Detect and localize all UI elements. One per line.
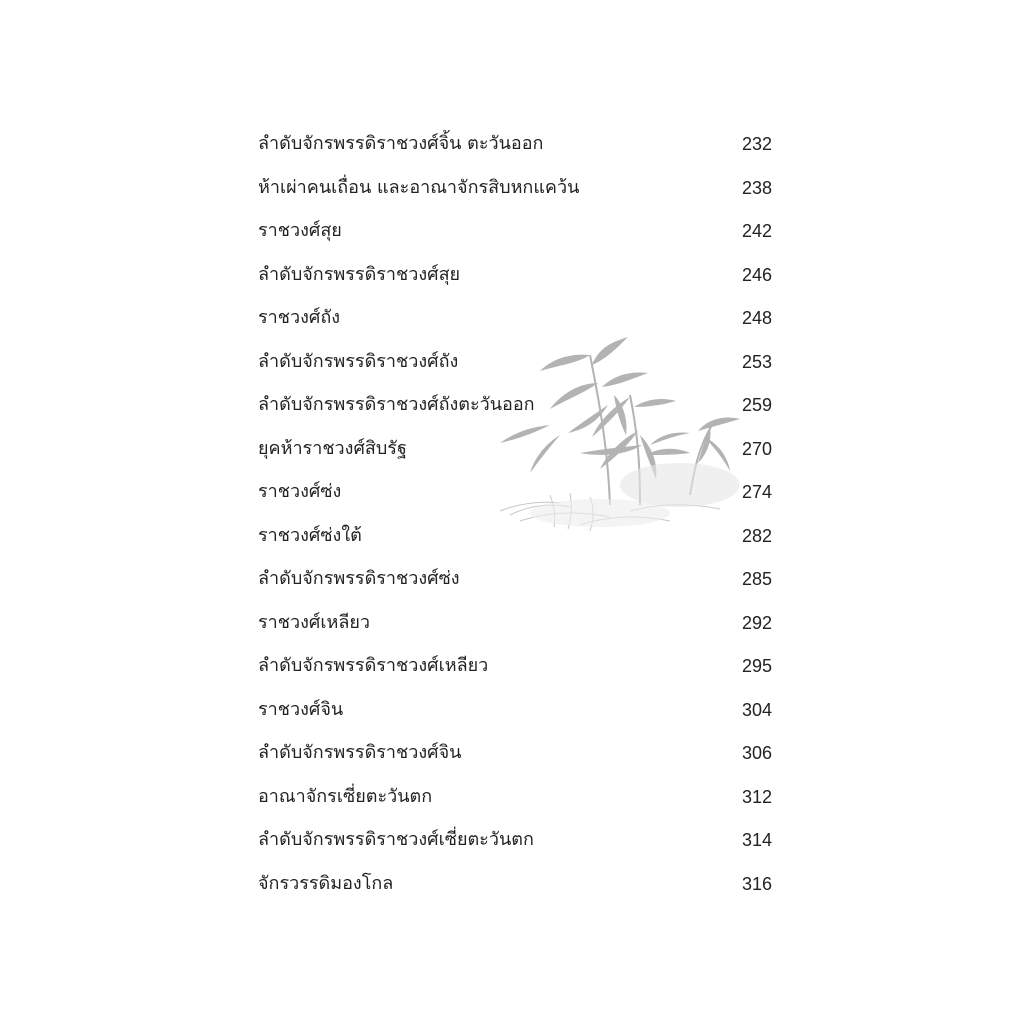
toc-entry-page-number: 242 (741, 221, 772, 241)
toc-entry-page-number: 285 (741, 569, 772, 589)
toc-entry-page-number: 246 (741, 264, 772, 285)
toc-entry-page-number: 274 (741, 482, 772, 502)
toc-entry-title: ห้าเผ่าคนเถื่อน และอาณาจักรสิบหกแคว้น (258, 176, 580, 198)
toc-entry[interactable] (258, 429, 772, 473)
toc-entry[interactable] (258, 298, 772, 342)
toc-entry-title: จักรวรรดิมองโกล (258, 872, 394, 894)
toc-entry[interactable] (258, 472, 772, 516)
toc-entry-page-number: 304 (741, 699, 772, 720)
toc-entry-title: ลำดับจักรพรรดิราชวงศ์จิ้น ตะวันออก (258, 133, 544, 154)
toc-entry-title: ราชวงศ์ซ่งใต้ (258, 524, 362, 546)
toc-entry-title: ลำดับจักรพรรดิราชวงศ์เซี่ยตะวันตก (258, 829, 534, 850)
toc-entry-title: ราชวงศ์สุย (258, 220, 342, 241)
toc-entry-title: ลำดับจักรพรรดิราชวงศ์ซ่ง (258, 568, 460, 589)
toc-entry[interactable] (258, 820, 772, 864)
toc-entry-title: ยุคห้าราชวงศ์สิบรัฐ (258, 437, 407, 459)
toc-entry[interactable] (258, 385, 772, 429)
toc-entry[interactable] (258, 255, 772, 299)
toc-entry[interactable] (258, 777, 772, 821)
toc-entry-title: อาณาจักรเซี่ยตะวันตก (258, 785, 433, 807)
toc-entry[interactable] (258, 342, 772, 386)
toc-entry-title: ลำดับจักรพรรดิราชวงศ์ถัง (258, 350, 459, 372)
toc-entry-page-number: 306 (741, 743, 772, 763)
toc-entry-page-number: 312 (741, 786, 772, 807)
toc-entry-title: ราชวงศ์เหลียว (258, 611, 371, 633)
toc-entry-title: ลำดับจักรพรรดิราชวงศ์เหลียว (258, 655, 489, 676)
toc-entry-page-number: 316 (741, 873, 772, 894)
toc-entry-page-number: 248 (741, 308, 772, 328)
toc-entry[interactable] (258, 559, 772, 603)
toc-entry[interactable] (258, 864, 772, 908)
toc-entry-page-number: 295 (741, 656, 772, 676)
toc-entry[interactable] (258, 211, 772, 255)
toc-entry[interactable] (258, 646, 772, 690)
toc-entry-page-number: 259 (741, 395, 772, 415)
table-of-contents (258, 124, 772, 907)
toc-entry[interactable] (258, 733, 772, 777)
toc-entry-page-number: 232 (741, 134, 772, 154)
toc-entry-page-number: 314 (741, 830, 772, 850)
toc-entry-title: ลำดับจักรพรรดิราชวงศ์ถังตะวันออก (258, 394, 535, 415)
toc-entry-page-number: 292 (741, 612, 772, 633)
toc-entry-page-number: 282 (741, 525, 772, 546)
toc-entry-title: ลำดับจักรพรรดิราชวงศ์จิน (258, 742, 462, 763)
toc-entry[interactable] (258, 516, 772, 560)
toc-entry-title: ราชวงศ์ซ่ง (258, 481, 342, 502)
toc-entry-title: ราชวงศ์ถัง (258, 307, 341, 328)
toc-entry-page-number: 270 (741, 438, 772, 459)
toc-entry-title: ราชวงศ์จิน (258, 698, 344, 720)
toc-entry[interactable] (258, 168, 772, 212)
toc-entry-page-number: 253 (741, 351, 772, 372)
toc-entry-title: ลำดับจักรพรรดิราชวงศ์สุย (258, 263, 461, 285)
toc-entry[interactable] (258, 124, 772, 168)
toc-entry[interactable] (258, 603, 772, 647)
toc-entry[interactable] (258, 690, 772, 734)
toc-entry-page-number: 238 (741, 177, 772, 198)
